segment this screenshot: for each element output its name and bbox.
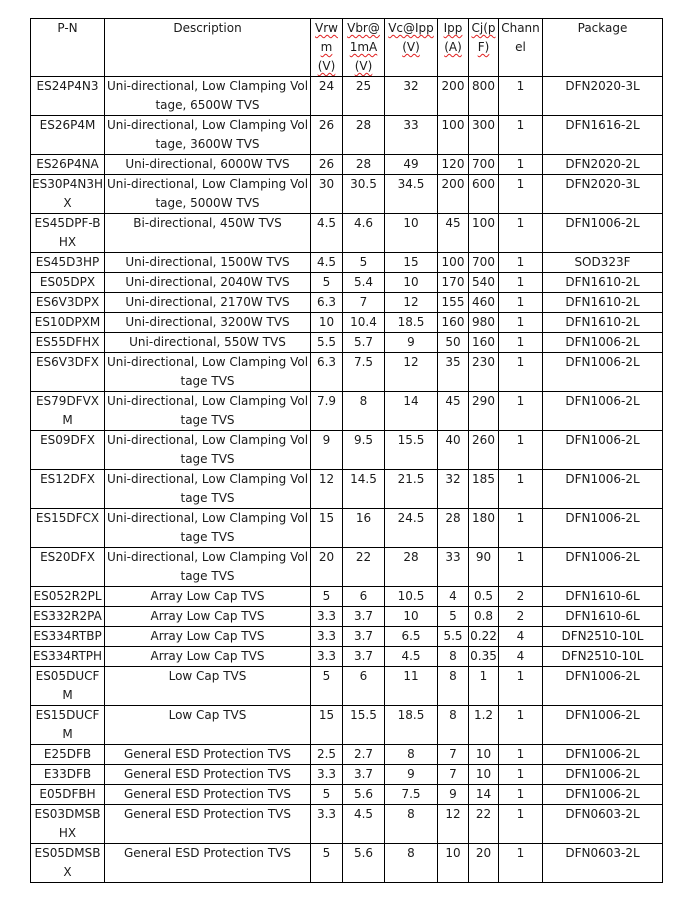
cell-channel: 1 — [499, 155, 543, 175]
cell-package: DFN1616-2L — [543, 116, 663, 155]
cell-ipp: 45 — [438, 214, 469, 253]
cell-channel: 1 — [499, 313, 543, 333]
cell-cj: 300 — [469, 116, 499, 155]
cell-ipp: 10 — [438, 844, 469, 883]
cell-part-number: ES30P4N3HX — [31, 175, 105, 214]
cell-vbr: 25 — [343, 77, 385, 116]
cell-package: DFN1006-2L — [543, 548, 663, 587]
cell-vc: 28 — [385, 548, 438, 587]
cell-description: Uni-directional, Low Clamping Voltage TVS — [105, 548, 311, 587]
cell-part-number: E05DFBH — [31, 785, 105, 805]
table-row — [31, 647, 663, 667]
cell-vbr: 5.6 — [343, 785, 385, 805]
cell-vbr: 9.5 — [343, 431, 385, 470]
table-row — [31, 293, 663, 313]
table-row — [31, 155, 663, 175]
cell-vbr: 7 — [343, 293, 385, 313]
cell-vc: 12 — [385, 353, 438, 392]
cell-vrwm: 12 — [311, 470, 343, 509]
cell-channel: 1 — [499, 116, 543, 155]
cell-part-number: ES05DMSBX — [31, 844, 105, 883]
cell-cj: 20 — [469, 844, 499, 883]
cell-vbr: 4.6 — [343, 214, 385, 253]
cell-description: Uni-directional, Low Clamping Voltage, 5000W TVS — [105, 175, 311, 214]
cell-package: DFN0603-2L — [543, 844, 663, 883]
cell-package: DFN2510-10L — [543, 647, 663, 667]
cell-package: DFN1610-6L — [543, 587, 663, 607]
cell-part-number: E25DFB — [31, 745, 105, 765]
cell-ipp: 100 — [438, 253, 469, 273]
cell-package: DFN1610-2L — [543, 293, 663, 313]
cell-ipp: 40 — [438, 431, 469, 470]
cell-vbr: 6 — [343, 667, 385, 706]
cell-cj: 600 — [469, 175, 499, 214]
cell-part-number: ES334RTBP — [31, 627, 105, 647]
cell-channel: 1 — [499, 548, 543, 587]
cell-part-number: ES26P4NA — [31, 155, 105, 175]
table-row — [31, 548, 663, 587]
cell-channel: 2 — [499, 607, 543, 627]
cell-vc: 11 — [385, 667, 438, 706]
header-package: Package — [543, 19, 663, 77]
header-ipp: Ipp(A) — [438, 19, 469, 77]
cell-ipp: 4 — [438, 587, 469, 607]
cell-cj: 90 — [469, 548, 499, 587]
cell-channel: 1 — [499, 293, 543, 313]
table-row — [31, 627, 663, 647]
cell-part-number: ES45DPF-BHX — [31, 214, 105, 253]
cell-description: Array Low Cap TVS — [105, 647, 311, 667]
cell-vrwm: 24 — [311, 77, 343, 116]
table-body — [31, 77, 663, 883]
cell-description: Array Low Cap TVS — [105, 627, 311, 647]
table-row — [31, 392, 663, 431]
cell-package: DFN1006-2L — [543, 333, 663, 353]
cell-ipp: 7 — [438, 745, 469, 765]
cell-vc: 8 — [385, 844, 438, 883]
cell-vbr: 2.7 — [343, 745, 385, 765]
cell-package: DFN1006-2L — [543, 509, 663, 548]
cell-vc: 10 — [385, 273, 438, 293]
cell-vbr: 16 — [343, 509, 385, 548]
cell-channel: 1 — [499, 333, 543, 353]
cell-channel: 1 — [499, 667, 543, 706]
cell-part-number: ES052R2PL — [31, 587, 105, 607]
cell-ipp: 200 — [438, 77, 469, 116]
table-row — [31, 175, 663, 214]
table-row — [31, 844, 663, 883]
cell-part-number: ES09DFX — [31, 431, 105, 470]
cell-package: DFN2020-2L — [543, 155, 663, 175]
cell-description: Uni-directional, Low Clamping Voltage TVS — [105, 392, 311, 431]
cell-vbr: 22 — [343, 548, 385, 587]
cell-channel: 1 — [499, 765, 543, 785]
cell-description: Uni-directional, Low Clamping Voltage, 6500W TVS — [105, 77, 311, 116]
cell-vc: 6.5 — [385, 627, 438, 647]
cell-cj: 1 — [469, 667, 499, 706]
cell-channel: 1 — [499, 175, 543, 214]
cell-part-number: ES26P4M — [31, 116, 105, 155]
cell-package: DFN1006-2L — [543, 785, 663, 805]
cell-vrwm: 6.3 — [311, 293, 343, 313]
cell-vrwm: 26 — [311, 116, 343, 155]
cell-cj: 700 — [469, 155, 499, 175]
cell-vc: 8 — [385, 805, 438, 844]
cell-part-number: ES20DFX — [31, 548, 105, 587]
cell-vbr: 4.5 — [343, 805, 385, 844]
cell-ipp: 32 — [438, 470, 469, 509]
header-row — [31, 19, 663, 77]
cell-vc: 15.5 — [385, 431, 438, 470]
cell-vc: 24.5 — [385, 509, 438, 548]
cell-part-number: ES45D3HP — [31, 253, 105, 273]
cell-vbr: 28 — [343, 116, 385, 155]
cell-vc: 10.5 — [385, 587, 438, 607]
header-description: Description — [105, 19, 311, 77]
cell-ipp: 200 — [438, 175, 469, 214]
cell-channel: 4 — [499, 647, 543, 667]
table-row — [31, 706, 663, 745]
cell-vrwm: 4.5 — [311, 253, 343, 273]
cell-vc: 32 — [385, 77, 438, 116]
cell-channel: 1 — [499, 805, 543, 844]
cell-package: DFN1610-2L — [543, 313, 663, 333]
cell-channel: 1 — [499, 509, 543, 548]
cell-vc: 21.5 — [385, 470, 438, 509]
cell-vrwm: 3.3 — [311, 607, 343, 627]
cell-ipp: 155 — [438, 293, 469, 313]
cell-vrwm: 3.3 — [311, 627, 343, 647]
cell-cj: 180 — [469, 509, 499, 548]
cell-channel: 1 — [499, 706, 543, 745]
cell-cj: 100 — [469, 214, 499, 253]
cell-description: Uni-directional, Low Clamping Voltage TVS — [105, 509, 311, 548]
cell-vc: 9 — [385, 765, 438, 785]
cell-part-number: ES6V3DFX — [31, 353, 105, 392]
table-row — [31, 745, 663, 765]
cell-vrwm: 3.3 — [311, 805, 343, 844]
cell-channel: 1 — [499, 745, 543, 765]
cell-ipp: 170 — [438, 273, 469, 293]
cell-ipp: 8 — [438, 647, 469, 667]
cell-vrwm: 7.9 — [311, 392, 343, 431]
table-row — [31, 116, 663, 155]
cell-ipp: 12 — [438, 805, 469, 844]
cell-description: Uni-directional, 1500W TVS — [105, 253, 311, 273]
cell-vbr: 5.7 — [343, 333, 385, 353]
cell-part-number: ES03DMSBHX — [31, 805, 105, 844]
cell-vc: 9 — [385, 333, 438, 353]
cell-package: DFN1006-2L — [543, 392, 663, 431]
cell-vbr: 5.4 — [343, 273, 385, 293]
cell-part-number: ES332R2PA — [31, 607, 105, 627]
header-channel: Channel — [499, 19, 543, 77]
cell-part-number: ES05DUCFM — [31, 667, 105, 706]
cell-vc: 15 — [385, 253, 438, 273]
table-row — [31, 607, 663, 627]
cell-description: Bi-directional, 450W TVS — [105, 214, 311, 253]
cell-channel: 1 — [499, 392, 543, 431]
table-row — [31, 785, 663, 805]
cell-vrwm: 5 — [311, 844, 343, 883]
cell-vbr: 8 — [343, 392, 385, 431]
cell-cj: 10 — [469, 745, 499, 765]
cell-cj: 185 — [469, 470, 499, 509]
cell-description: Uni-directional, 2170W TVS — [105, 293, 311, 313]
table-row — [31, 77, 663, 116]
cell-channel: 4 — [499, 627, 543, 647]
table-row — [31, 765, 663, 785]
cell-package: DFN1610-6L — [543, 607, 663, 627]
cell-vrwm: 5 — [311, 587, 343, 607]
cell-part-number: ES10DPXM — [31, 313, 105, 333]
cell-package: DFN2020-3L — [543, 77, 663, 116]
cell-vbr: 15.5 — [343, 706, 385, 745]
cell-package: DFN1006-2L — [543, 353, 663, 392]
cell-vbr: 5 — [343, 253, 385, 273]
cell-part-number: ES6V3DPX — [31, 293, 105, 313]
cell-part-number: ES12DFX — [31, 470, 105, 509]
cell-vc: 34.5 — [385, 175, 438, 214]
header-vc: Vc@Ipp(V) — [385, 19, 438, 77]
cell-vc: 33 — [385, 116, 438, 155]
cell-channel: 1 — [499, 77, 543, 116]
cell-package: DFN2020-3L — [543, 175, 663, 214]
cell-vrwm: 5.5 — [311, 333, 343, 353]
cell-description: Uni-directional, 3200W TVS — [105, 313, 311, 333]
header-cj: Cj(pF) — [469, 19, 499, 77]
table-row — [31, 214, 663, 253]
cell-vbr: 14.5 — [343, 470, 385, 509]
cell-ipp: 5 — [438, 607, 469, 627]
cell-cj: 230 — [469, 353, 499, 392]
cell-package: SOD323F — [543, 253, 663, 273]
cell-description: Array Low Cap TVS — [105, 607, 311, 627]
cell-cj: 14 — [469, 785, 499, 805]
cell-description: Uni-directional, Low Clamping Voltage, 3600W TVS — [105, 116, 311, 155]
cell-package: DFN1006-2L — [543, 745, 663, 765]
cell-vrwm: 2.5 — [311, 745, 343, 765]
cell-vbr: 6 — [343, 587, 385, 607]
cell-part-number: E33DFB — [31, 765, 105, 785]
cell-channel: 1 — [499, 470, 543, 509]
cell-vrwm: 3.3 — [311, 765, 343, 785]
cell-vrwm: 20 — [311, 548, 343, 587]
cell-vrwm: 26 — [311, 155, 343, 175]
cell-vc: 14 — [385, 392, 438, 431]
cell-description: Uni-directional, Low Clamping Voltage TVS — [105, 353, 311, 392]
cell-description: Low Cap TVS — [105, 706, 311, 745]
cell-description: Uni-directional, 6000W TVS — [105, 155, 311, 175]
cell-ipp: 5.5 — [438, 627, 469, 647]
cell-vbr: 28 — [343, 155, 385, 175]
cell-vc: 4.5 — [385, 647, 438, 667]
header-part-number: P-N — [31, 19, 105, 77]
cell-channel: 1 — [499, 785, 543, 805]
table-row — [31, 353, 663, 392]
table-row — [31, 273, 663, 293]
cell-vc: 18.5 — [385, 313, 438, 333]
cell-channel: 1 — [499, 214, 543, 253]
cell-description: General ESD Protection TVS — [105, 785, 311, 805]
cell-ipp: 120 — [438, 155, 469, 175]
cell-vbr: 5.6 — [343, 844, 385, 883]
cell-cj: 290 — [469, 392, 499, 431]
cell-vc: 10 — [385, 607, 438, 627]
cell-package: DFN1006-2L — [543, 667, 663, 706]
cell-cj: 460 — [469, 293, 499, 313]
cell-vbr: 3.7 — [343, 627, 385, 647]
cell-ipp: 9 — [438, 785, 469, 805]
table-row — [31, 313, 663, 333]
cell-vc: 7.5 — [385, 785, 438, 805]
cell-cj: 0.8 — [469, 607, 499, 627]
cell-vbr: 3.7 — [343, 647, 385, 667]
cell-ipp: 100 — [438, 116, 469, 155]
cell-description: Uni-directional, 550W TVS — [105, 333, 311, 353]
table-row — [31, 587, 663, 607]
cell-ipp: 8 — [438, 667, 469, 706]
cell-ipp: 8 — [438, 706, 469, 745]
cell-ipp: 28 — [438, 509, 469, 548]
cell-ipp: 50 — [438, 333, 469, 353]
table-row — [31, 805, 663, 844]
cell-cj: 22 — [469, 805, 499, 844]
cell-description: General ESD Protection TVS — [105, 745, 311, 765]
cell-vrwm: 10 — [311, 313, 343, 333]
cell-cj: 10 — [469, 765, 499, 785]
table-row — [31, 333, 663, 353]
cell-vbr: 30.5 — [343, 175, 385, 214]
table-row — [31, 431, 663, 470]
cell-channel: 1 — [499, 353, 543, 392]
cell-cj: 0.35 — [469, 647, 499, 667]
cell-channel: 2 — [499, 587, 543, 607]
cell-package: DFN1006-2L — [543, 470, 663, 509]
cell-vc: 18.5 — [385, 706, 438, 745]
cell-part-number: ES334RTPH — [31, 647, 105, 667]
table-row — [31, 509, 663, 548]
cell-cj: 0.5 — [469, 587, 499, 607]
cell-vrwm: 15 — [311, 509, 343, 548]
cell-channel: 1 — [499, 431, 543, 470]
cell-channel: 1 — [499, 273, 543, 293]
cell-package: DFN2510-10L — [543, 627, 663, 647]
cell-ipp: 35 — [438, 353, 469, 392]
cell-cj: 980 — [469, 313, 499, 333]
header-vbr: Vbr@1mA(V) — [343, 19, 385, 77]
cell-cj: 1.2 — [469, 706, 499, 745]
cell-package: DFN1006-2L — [543, 706, 663, 745]
cell-vc: 10 — [385, 214, 438, 253]
cell-cj: 700 — [469, 253, 499, 273]
cell-vrwm: 4.5 — [311, 214, 343, 253]
cell-cj: 0.22 — [469, 627, 499, 647]
cell-cj: 260 — [469, 431, 499, 470]
cell-part-number: ES24P4N3 — [31, 77, 105, 116]
cell-description: Uni-directional, 2040W TVS — [105, 273, 311, 293]
cell-part-number: ES05DPX — [31, 273, 105, 293]
cell-description: General ESD Protection TVS — [105, 765, 311, 785]
header-vrwm: Vrwm(V) — [311, 19, 343, 77]
cell-package: DFN1610-2L — [543, 273, 663, 293]
cell-description: Array Low Cap TVS — [105, 587, 311, 607]
cell-vrwm: 15 — [311, 706, 343, 745]
cell-cj: 160 — [469, 333, 499, 353]
cell-part-number: ES55DFHX — [31, 333, 105, 353]
cell-part-number: ES15DFCX — [31, 509, 105, 548]
cell-ipp: 7 — [438, 765, 469, 785]
cell-vbr: 7.5 — [343, 353, 385, 392]
cell-vc: 49 — [385, 155, 438, 175]
cell-cj: 800 — [469, 77, 499, 116]
cell-description: General ESD Protection TVS — [105, 805, 311, 844]
tvs-spec-table — [30, 18, 663, 883]
cell-ipp: 33 — [438, 548, 469, 587]
cell-package: DFN0603-2L — [543, 805, 663, 844]
cell-description: Uni-directional, Low Clamping Voltage TVS — [105, 470, 311, 509]
cell-vrwm: 9 — [311, 431, 343, 470]
cell-ipp: 160 — [438, 313, 469, 333]
cell-ipp: 45 — [438, 392, 469, 431]
table-row — [31, 253, 663, 273]
cell-vbr: 10.4 — [343, 313, 385, 333]
table-row — [31, 470, 663, 509]
cell-description: Uni-directional, Low Clamping Voltage TVS — [105, 431, 311, 470]
cell-vbr: 3.7 — [343, 765, 385, 785]
cell-vc: 12 — [385, 293, 438, 313]
cell-vrwm: 5 — [311, 273, 343, 293]
cell-vrwm: 6.3 — [311, 353, 343, 392]
cell-vc: 8 — [385, 745, 438, 765]
cell-vrwm: 5 — [311, 785, 343, 805]
cell-cj: 540 — [469, 273, 499, 293]
table-row — [31, 667, 663, 706]
cell-description: Low Cap TVS — [105, 667, 311, 706]
cell-part-number: ES79DFVXM — [31, 392, 105, 431]
cell-channel: 1 — [499, 844, 543, 883]
cell-vbr: 3.7 — [343, 607, 385, 627]
cell-description: General ESD Protection TVS — [105, 844, 311, 883]
cell-package: DFN1006-2L — [543, 765, 663, 785]
cell-vrwm: 30 — [311, 175, 343, 214]
cell-part-number: ES15DUCFM — [31, 706, 105, 745]
cell-package: DFN1006-2L — [543, 214, 663, 253]
cell-package: DFN1006-2L — [543, 431, 663, 470]
cell-vrwm: 3.3 — [311, 647, 343, 667]
cell-vrwm: 5 — [311, 667, 343, 706]
cell-channel: 1 — [499, 253, 543, 273]
